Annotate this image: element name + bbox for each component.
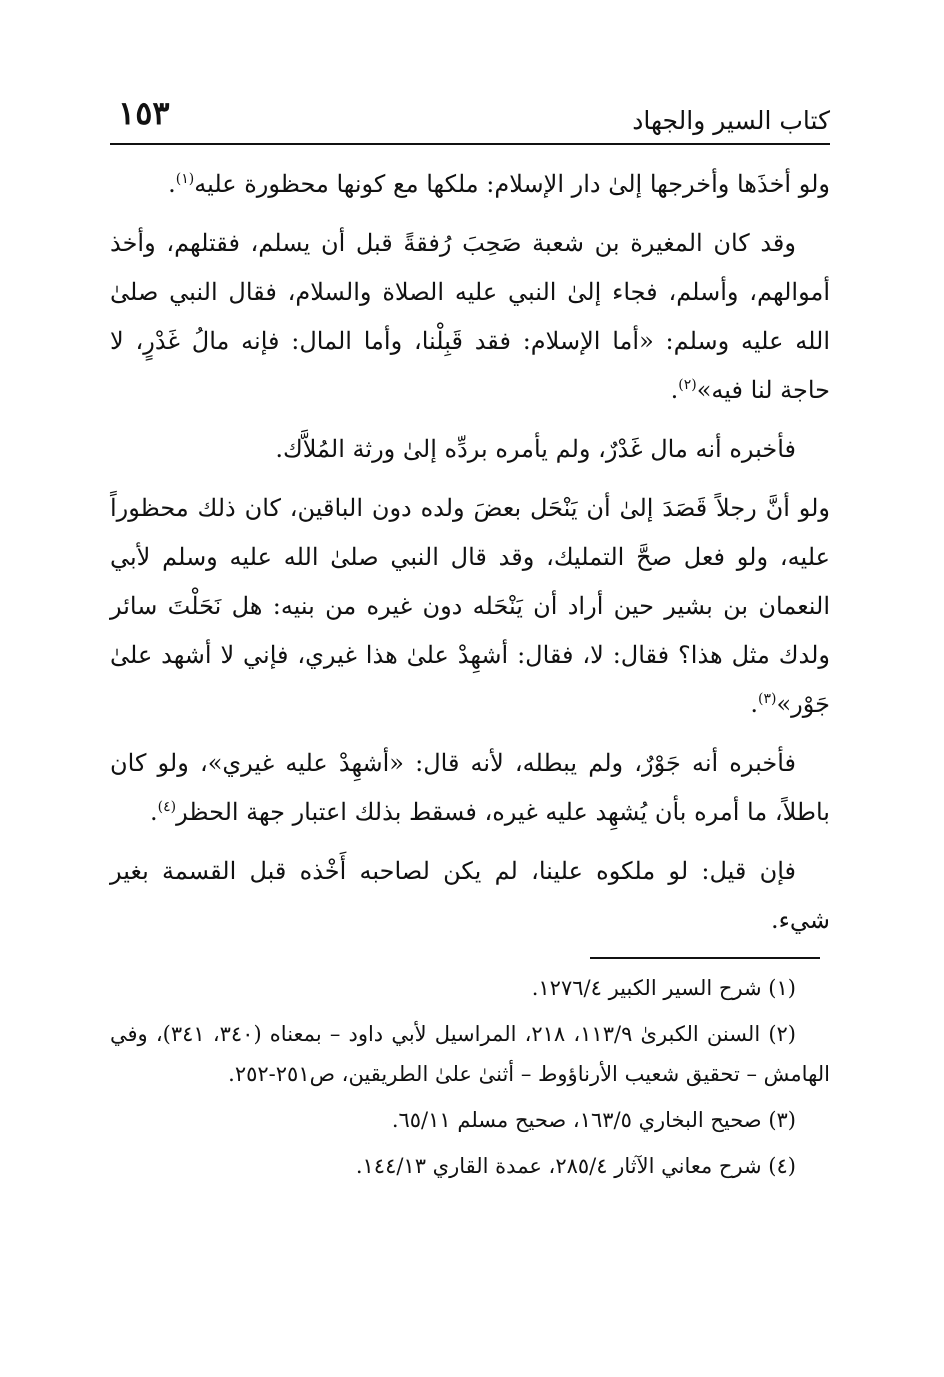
running-header [110,92,830,140]
paragraph-2: وقد كان المغيرة بن شعبة صَحِبَ رُفقةً قبل أن يسلم، فقتلهم، وأخذ أموالهم، وأسلم، فجاء إلىٰ النبي عليه الصلاة والسلام، فقال النبي صلىٰ الله عليه وسلم: «أما الإسلام: فقد قَبِلْنا، وأما المال: فإنه مالُ غَدْرٍ، لا حاجة لنا فيه»$^{(٢)}$. [110,229,830,404]
page-number: ١٥٣ [118,94,170,132]
header-divider [110,143,830,145]
footnote-divider [590,957,820,959]
footnote-1: (١) شرح السير الكبير ١٢٧٦/٤. [531,976,796,1000]
footnote-2: (٢) السنن الكبرىٰ ١١٣/٩، ٢١٨، المراسيل لأبي داود – بمعناه (٣٤٠، ٣٤١)، وفي الهامش – تحقيق شعيب الأرناؤوط – أثنىٰ علىٰ الطريقين، ص٢٥١-٢٥٢. [110,1022,830,1086]
paragraph-6: فإن قيل: لو ملكوه علينا، لم يكن لصاحبه أَخْذه قبل القسمة بغير شيء. [110,857,830,934]
paragraph-4: ولو أنَّ رجلاً قَصَدَ إلىٰ أن يَنْحَل بعضَ ولده دون الباقين، كان ذلك محظوراً عليه، ولو فعل صحَّ التمليك، وقد قال النبي صلىٰ الله عليه وسلم لأبي النعمان بن بشير حين أراد أن يَنْحَله دون غيره من بنيه: هل نَحَلْتَ سائر ولدك مثل هذا؟ فقال: لا، فقال: أشهِدْ علىٰ هذا غيري، فإني لا أشهد علىٰ جَوْر»$^{(٣)}$. [110,494,831,718]
paragraph-1: ولو أخذَها وأخرجها إلىٰ دار الإسلام: ملكها مع كونها محظورة عليه$^{(١)}$. [168,170,830,198]
footnote-3: (٣) صحيح البخاري ١٦٣/٥، صحيح مسلم ٦٥/١١. [391,1108,796,1132]
paragraph-3: فأخبره أنه مال غَدْرٌ، ولم يأمره بردِّه إلىٰ ورثة المُلاَّك. [275,435,796,463]
footnote-ref-4: (٤) [157,799,177,815]
paragraph-5: فأخبره أنه جَوْرٌ، ولم يبطله، لأنه قال: «أشهِدْ عليه غيري»، ولو كان باطلاً، ما أمره بأن يُشهِد عليه غيره، فسقط بذلك اعتبار جهة الحظر$^{(٤)}$. [110,749,830,826]
footnote-ref-3: (٣) [758,691,777,707]
main-text [110,160,830,955]
footnote-ref-2: (٢) [678,377,697,393]
running-header-title: كتاب السير والجهاد [632,106,830,135]
footnote-ref-1: (١) [175,171,195,187]
footnotes [110,968,830,1192]
footnote-4: (٤) شرح معاني الآثار ٢٨٥/٤، عمدة القاري ١٤٤/١٣. [355,1154,796,1178]
